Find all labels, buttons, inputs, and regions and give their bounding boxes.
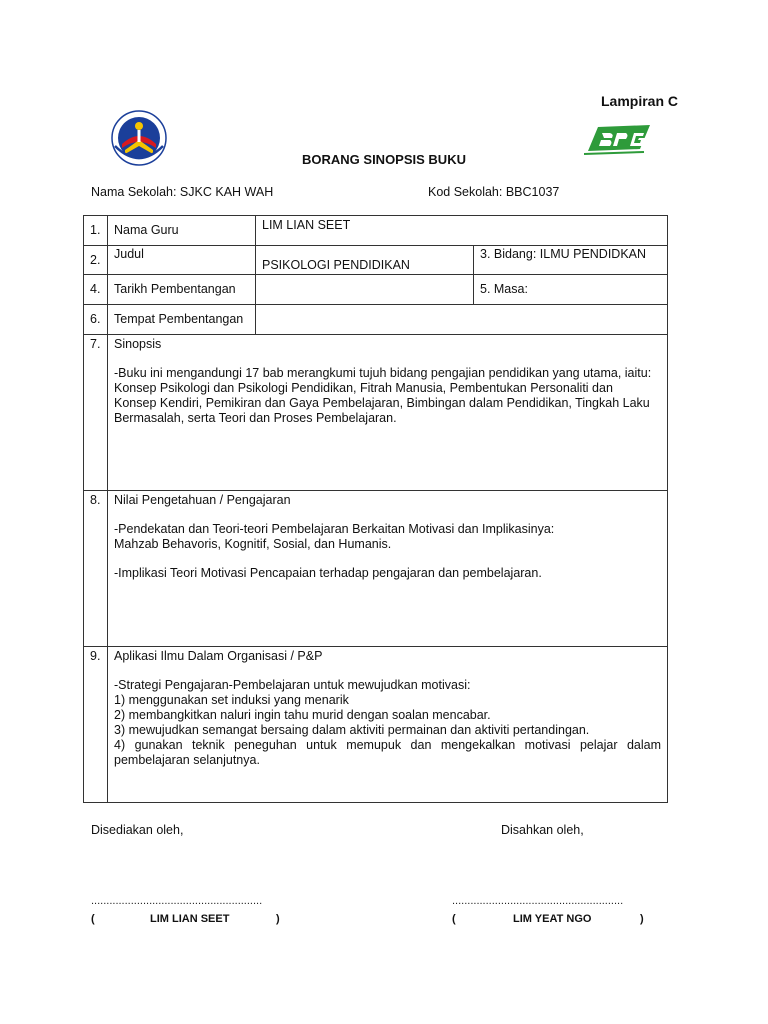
application-text (114, 678, 661, 768)
synopsis-form-table (83, 215, 668, 803)
open-paren: ( (452, 913, 456, 925)
close-paren: ) (276, 913, 280, 925)
field-time: 5. Masa: (474, 275, 668, 305)
book-title: PSIKOLOGI PENDIDIKAN (262, 257, 410, 272)
text-line: Konsep Psikologi dan Psikologi Pendidikan, Fitrah Manusia, Pembentukan Personaliti dan (114, 381, 613, 395)
section-label: Aplikasi Ilmu Dalam Organisasi / P&P (114, 649, 323, 663)
prepared-by-label: Disediakan oleh, (91, 823, 184, 837)
paragraph: -Implikasi Teori Motivasi Pencapaian terhadap pengajaran dan pembelajaran. (114, 566, 542, 580)
row-number: 6. (84, 305, 108, 335)
signature-line-right: ........................................................ (452, 895, 624, 907)
knowledge-text (114, 522, 661, 581)
table-row (84, 246, 668, 275)
text-line: -Strategi Pengajaran-Pembelajaran untuk mewujudkan motivasi: (114, 678, 471, 692)
row-number: 7. (84, 335, 108, 491)
section-label: Sinopsis (114, 337, 162, 351)
table-row (84, 647, 668, 803)
field-value-teacher (256, 216, 668, 246)
field-of-study: 3. Bidang: ILMU PENDIDKAN (480, 247, 647, 261)
open-paren: ( (91, 913, 95, 925)
field-label-teacher: Nama Guru (108, 216, 256, 246)
synopsis-section (108, 335, 668, 491)
section-label: Nilai Pengetahuan / Pengajaran (114, 493, 291, 507)
field-label-title (108, 246, 256, 275)
school-code: Kod Sekolah: BBC1037 (428, 185, 560, 199)
title-label: Judul (114, 247, 144, 261)
text-line: Bermasalah, serta Teori dan Proses Pembelajaran. (114, 411, 397, 425)
field-value-date (256, 275, 474, 305)
text-line: 3) mewujudkan semangat bersaing dalam aktiviti permainan dan aktiviti pertandingan. (114, 723, 590, 737)
field-value-venue (256, 305, 668, 335)
table-row (84, 216, 668, 246)
signature-line-left: ........................................................ (91, 895, 263, 907)
text-line: Konsep Kendiri, Pemikiran dan Gaya Pembelajaran, Bimbingan dalam Pendidikan, Tingkah Laku (114, 396, 650, 410)
attachment-label: Lampiran C (600, 93, 678, 109)
row-number: 2. (84, 246, 108, 275)
text-line: -Pendekatan dan Teori-teori Pembelajaran Berkaitan Motivasi dan Implikasinya: (114, 522, 555, 536)
form-title: BORANG SINOPSIS BUKU (302, 152, 466, 167)
application-section (108, 647, 668, 803)
table-row (84, 275, 668, 305)
approved-by-label: Disahkan oleh, (501, 823, 584, 837)
row-number: 1. (84, 216, 108, 246)
table-row (84, 335, 668, 491)
field-value-title (256, 246, 474, 275)
knowledge-value-section (108, 491, 668, 647)
field-label-date: Tarikh Pembentangan (108, 275, 256, 305)
table-row (84, 491, 668, 647)
field-label-venue: Tempat Pembentangan (108, 305, 256, 335)
text-line: 1) menggunakan set induksi yang menarik (114, 693, 349, 707)
text-line: 4) gunakan teknik peneguhan untuk memupuk dan mengekalkan motivasi pelajar dalam pembelajaran selanjutnya. (114, 738, 662, 767)
field-field-of-study (474, 246, 668, 275)
text-line: Mahzab Behavoris, Kognitif, Sosial, dan Humanis. (114, 537, 392, 551)
approver-name: LIM YEAT NGO (513, 913, 592, 925)
text-line: -Buku ini mengandungi 17 bab merangkumi tujuh bidang pengajian pendidikan yang utama, iaitu: (114, 366, 652, 380)
preparer-name: LIM LIAN SEET (150, 913, 230, 925)
synopsis-text (114, 366, 661, 426)
paragraph (114, 522, 661, 552)
text-line: 2) membangkitkan naluri ingin tahu murid dengan soalan mencabar. (114, 708, 491, 722)
row-number: 4. (84, 275, 108, 305)
teacher-name: LIM LIAN SEET (262, 217, 351, 232)
row-number: 8. (84, 491, 108, 647)
row-number: 9. (84, 647, 108, 803)
close-paren: ) (640, 913, 644, 925)
school-name: Nama Sekolah: SJKC KAH WAH (91, 185, 274, 199)
table-row (84, 305, 668, 335)
